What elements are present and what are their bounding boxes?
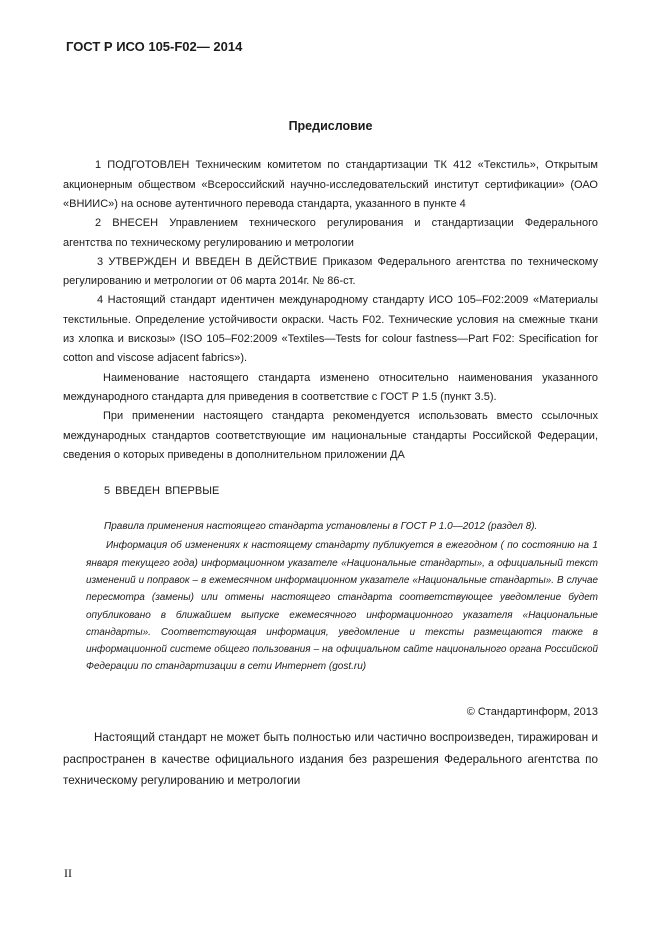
paragraph-line: 3 УТВЕРЖДЕН И ВВЕДЕН В ДЕЙСТВИЕ Приказом Федерального агентства по техническому [97, 255, 598, 268]
note-line: стандарты». Соответствующая информация, уведомление и тексты размещаются также в [86, 626, 598, 638]
paragraph-line: техническому регулированию и метрологии [63, 774, 301, 788]
paragraph-line: сведения о которых приведены в дополнительном приложении ДА [63, 448, 405, 461]
paragraph-line: регулированию и метрологии от 06 марта 2014г. № 86-ст. [63, 275, 356, 288]
publication-notes [86, 518, 598, 675]
paragraph-line: Настоящий стандарт не может быть полностью или частично воспроизведен, тиражирован и [94, 731, 598, 745]
paragraph-line: из хлопка и вискозы» (ISO 105–F02:2009 «Textiles—Tests for colour fastness—Part F02: Specification for [63, 333, 598, 346]
paragraph-line: При применении настоящего стандарта рекомендуется использовать вместо ссылочных [103, 410, 598, 423]
paragraph-line: акционерным обществом «Всероссийский научно-исследовательский институт сертификации» (ОАО [63, 178, 598, 191]
paragraph-line: 4 Настоящий стандарт идентичен международному стандарту ИСО 105–F02:2009 «Материалы [97, 294, 598, 307]
foreword-item-2 [63, 214, 598, 253]
foreword-item-1 [63, 156, 598, 214]
paragraph-line: 5 ВВЕДЕН ВПЕРВЫЕ [104, 485, 220, 498]
foreword-item-5 [63, 482, 598, 501]
note-rules-paragraph [86, 518, 598, 535]
note-line: пересмотра (замены) или отмены настоящего стандарта соответствующее уведомление будет [86, 592, 598, 604]
paragraph-line: агентства по техническому регулированию и метрологии [63, 236, 354, 249]
foreword-body [63, 156, 598, 465]
standard-designation: ГОСТ Р ИСО 105-F02— 2014 [66, 39, 243, 54]
note-line: информационной системе общего пользования – на официальном сайте национального органа Российской [86, 644, 598, 656]
paragraph-line: «ВНИИС») на основе аутентичного перевода стандарта, указанного в пункте 4 [63, 197, 466, 210]
foreword-name-change-paragraph [63, 369, 598, 408]
paragraph-line: 2 ВНЕСЕН Управлением технического регулирования и стандартизации Федерального [95, 217, 598, 230]
paragraph-line: 1 ПОДГОТОВЛЕН Техническим комитетом по стандартизации ТК 412 «Текстиль», Открытым [95, 159, 598, 172]
paragraph-line: распространен в качестве официального издания без разрешения Федерального агентства по [63, 752, 598, 766]
foreword-item-3 [63, 253, 598, 292]
note-line: января текущего года) информационном указателе «Национальные стандарты», а официальный текст [86, 557, 598, 569]
note-line: Правила применения настоящего стандарта установлены в ГОСТ Р 1.0—2012 (раздел 8). [104, 521, 538, 533]
paragraph-line: текстильные. Определение устойчивости окраски. Часть F02. Технические условия на смежные ткани [63, 313, 598, 326]
page-number: II [64, 866, 72, 880]
note-line: Федерации по стандартизации в сети Интернет (gost.ru) [86, 661, 367, 673]
note-line: Информация об изменениях к настоящему стандарту публикуется в ежегодном ( по состоянию на 1 [106, 540, 598, 552]
reproduction-notice [63, 727, 598, 792]
paragraph-line: международного стандарта для приведения в соответствие с ГОСТ Р 1.5 (пункт 3.5). [63, 390, 497, 403]
note-line: изменений и поправок – в ежемесячном информационном указателе «Национальные стандарты». В случае [86, 574, 598, 586]
paragraph-line: международных стандартов соответствующие им национальные стандарты Российской Федерации, [63, 429, 598, 442]
page-title: Предисловие [288, 119, 373, 133]
note-changes-paragraph [86, 537, 598, 675]
foreword-item-4 [63, 291, 598, 368]
paragraph-line: cotton and viscose adjacent fabrics»). [63, 352, 248, 365]
copyright-notice: © Стандартинформ, 2013 [466, 706, 598, 718]
paragraph-line: Наименование настоящего стандарта изменено относительно наименования указанного [103, 371, 598, 384]
foreword-references-paragraph [63, 407, 598, 465]
note-line: опубликовано в ближайшем выпуске ежемесячного информационного указателя «Национальные [86, 609, 598, 621]
